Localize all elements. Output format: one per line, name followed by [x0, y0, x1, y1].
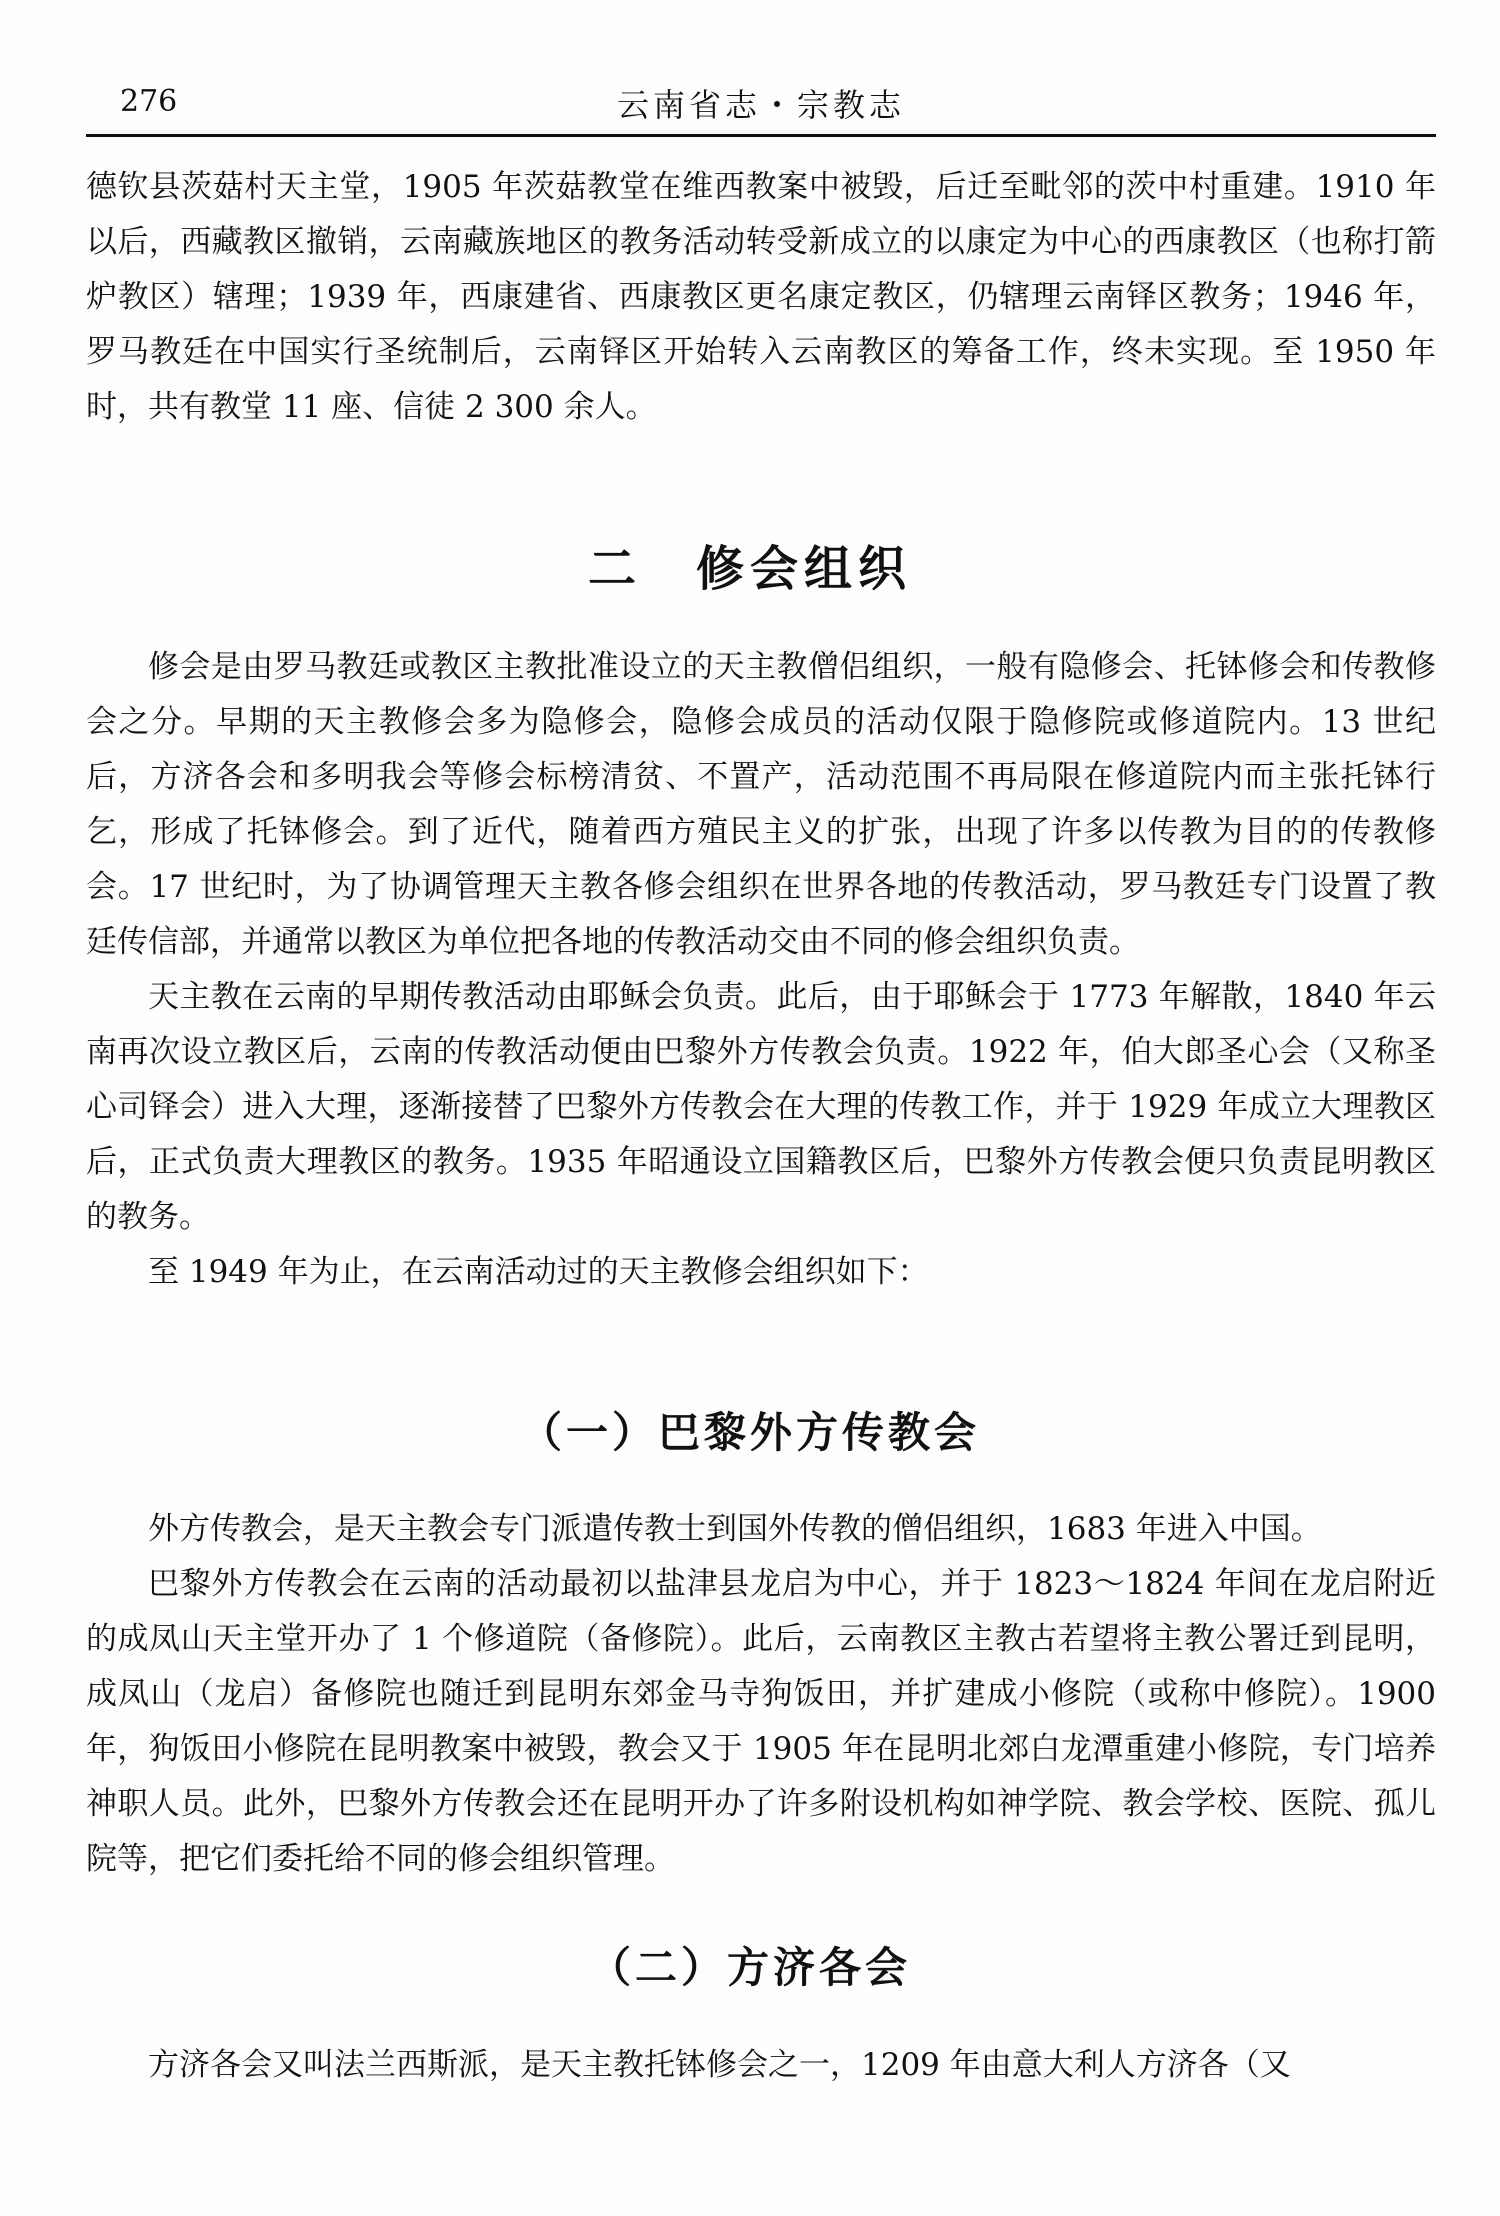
subsection-2-body	[86, 2038, 1436, 2093]
section-paragraph-3: 至 1949 年为止，在云南活动过的天主教修会组织如下：	[148, 1254, 929, 1290]
intro-paragraph: 德钦县茨菇村天主堂，1905 年茨菇教堂在维西教案中被毁，后迁至毗邻的茨中村重建。1910 年以后，西藏教区撤销，云南藏族地区的教务活动转受新成立的以康定为中心的西康教区（也称打箭炉教区）辖理；1939 年，西康建省、西康教区更名康定教区，仍辖理云南铎区教务；1946 年，罗马教廷在中国实行圣统制后，云南铎区开始转入云南教区的筹备工作，终未实现。至 1950 年时，共有教堂 11 座、信徒 2 300 余人。	[86, 169, 1436, 425]
subsection-1-body	[86, 1502, 1436, 1887]
page-header	[86, 68, 1436, 134]
page-number: 276	[120, 84, 178, 119]
subsection-1-paragraph-1: 外方传教会，是天主教会专门派遣传教士到国外传教的僧侣组织，1683 年进入中国。	[148, 1511, 1322, 1547]
intro-block	[86, 160, 1436, 435]
header-rule	[86, 134, 1436, 137]
subsection-1-paragraph-2: 巴黎外方传教会在云南的活动最初以盐津县龙启为中心，并于 1823～1824 年间在龙启附近的成凤山天主堂开办了 1 个修道院（备修院）。此后，云南教区主教古若望将主教公署迁到昆明，成凤山（龙启）备修院也随迁到昆明东郊金马寺狗饭田，并扩建成小修院（或称中修院）。1900 年，狗饭田小修院在昆明教案中被毁，教会又于 1905 年在昆明北郊白龙潭重建小修院，专门培养神职人员。此外，巴黎外方传教会还在昆明开办了许多附设机构如神学院、教会学校、医院、孤儿院等，把它们委托给不同的修会组织管理。	[86, 1566, 1436, 1877]
section-heading: 二 修会组织	[587, 541, 912, 597]
section-body	[86, 640, 1436, 1300]
subsection-heading-2: （二）方济各会	[588, 1943, 911, 1992]
section-paragraph-2: 天主教在云南的早期传教活动由耶稣会负责。此后，由于耶稣会于 1773 年解散，1840 年云南再次设立教区后，云南的传教活动便由巴黎外方传教会负责。1922 年，伯大郎圣心会（又称圣心司铎会）进入大理，逐渐接替了巴黎外方传教会在大理的传教工作，并于 1929 年成立大理教区后，正式负责大理教区的教务。1935 年昭通设立国籍教区后，巴黎外方传教会便只负责昆明教区的教务。	[86, 979, 1436, 1235]
section-paragraph-1: 修会是由罗马教廷或教区主教批准设立的天主教僧侣组织，一般有隐修会、托钵修会和传教修会之分。早期的天主教修会多为隐修会，隐修会成员的活动仅限于隐修院或修道院内。13 世纪后，方济各会和多明我会等修会标榜清贫、不置产，活动范围不再局限在修道院内而主张托钵行乞，形成了托钵修会。到了近代，随着西方殖民主义的扩张，出现了许多以传教为目的的传教修会。17 世纪时，为了协调管理天主教各修会组织在世界各地的传教活动，罗马教廷专门设置了教廷传信部，并通常以教区为单位把各地的传教活动交由不同的修会组织负责。	[86, 649, 1436, 960]
subsection-heading-1: （一）巴黎外方传教会	[519, 1408, 980, 1457]
subsection-2-paragraph-1: 方济各会又叫法兰西斯派，是天主教托钵修会之一，1209 年由意大利人方济各（又	[148, 2047, 1291, 2083]
running-title: 云南省志・宗教志	[616, 86, 905, 124]
